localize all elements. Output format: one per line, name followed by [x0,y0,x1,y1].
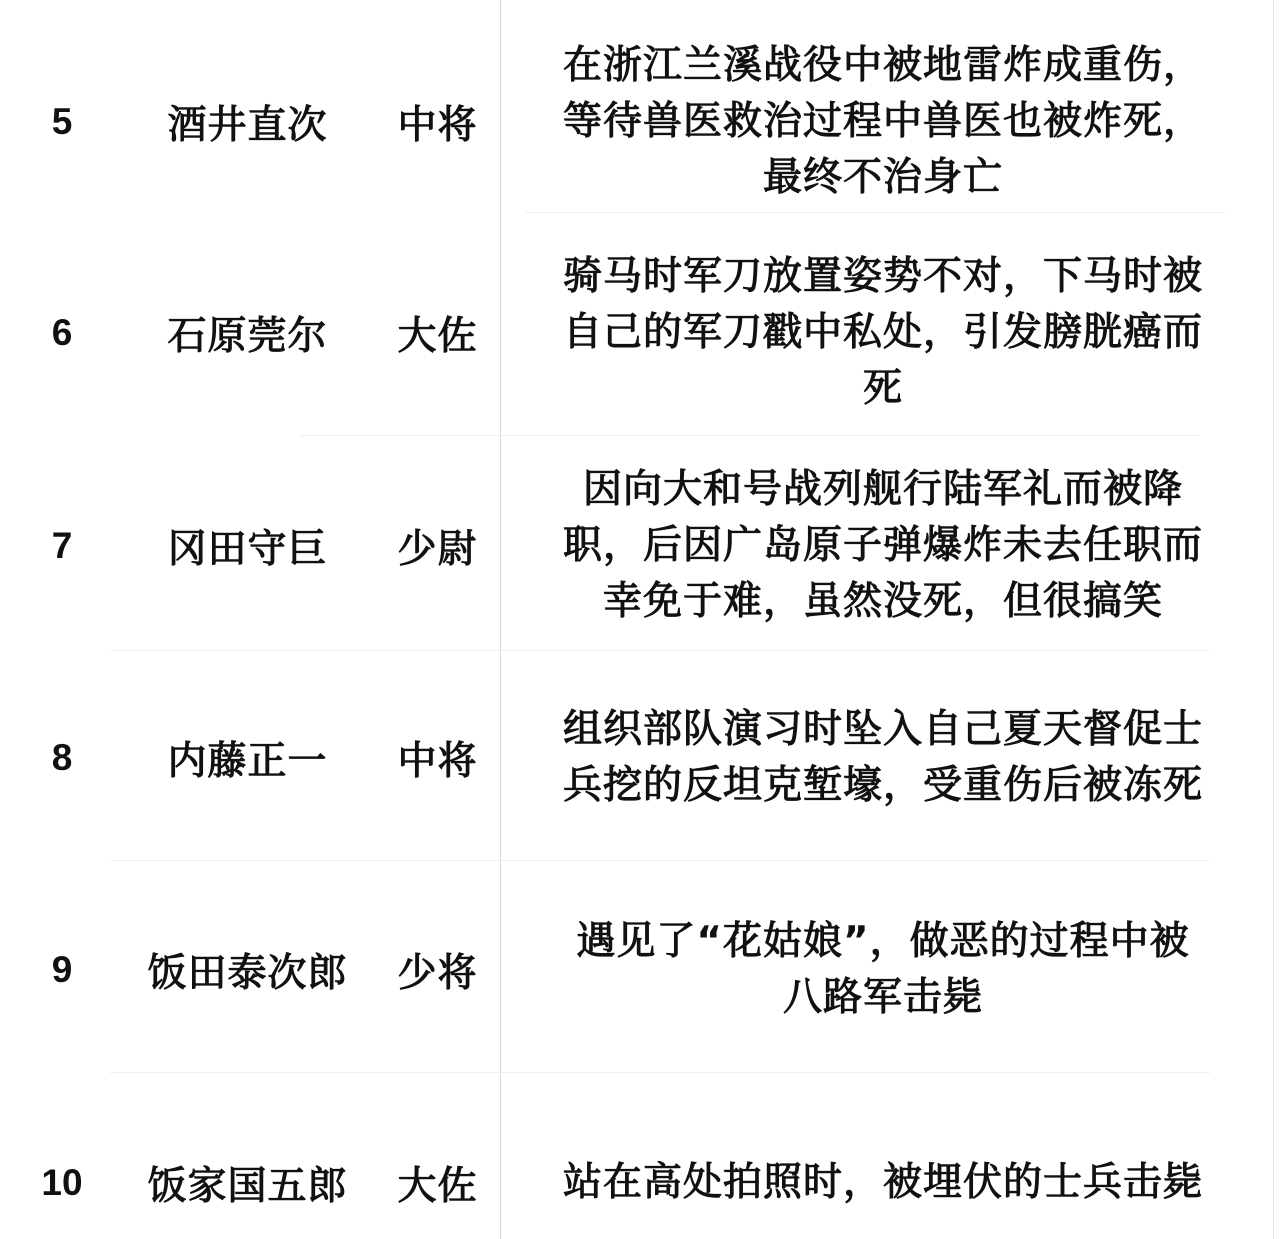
officer-name: 酒井直次 [167,102,328,148]
table-row [0,462,1280,632]
row-number: 9 [51,949,73,990]
row-separator [300,435,1200,436]
officer-rank: 少将 [397,951,478,996]
row-separator [110,650,1210,651]
officer-rank: 大佐 [397,313,478,359]
row-number: 8 [51,737,73,778]
table-row [0,40,1280,210]
officer-rank: 中将 [397,102,478,148]
officer-rank: 中将 [397,739,478,784]
death-description: 在浙江兰溪战役中被地雷炸成重伤， 等待兽医救治过程中兽医也被炸死， 最终不治身亡 [562,42,1203,200]
row-separator [110,1072,1210,1073]
death-description: 站在高处拍照时，被埋伏的士兵击毙 [562,1160,1203,1205]
officer-name: 内藤正一 [167,739,328,784]
row-number: 6 [51,311,73,353]
row-number: 5 [51,100,73,142]
table-row [0,1150,1280,1220]
table-row [0,700,1280,820]
death-description: 骑马时军刀放置姿势不对，下马时被 自己的军刀戳中私处，引发膀胱癌而 死 [562,253,1203,411]
death-description: 组织部队演习时坠入自己夏天督促士 兵挖的反坦克堑壕，受重伤后被冻死 [562,707,1203,808]
table-row [0,912,1280,1032]
death-description: 遇见了“花姑娘”，做恶的过程中被 八路军击毙 [576,919,1190,1020]
officer-name: 冈田守巨 [167,527,328,572]
officer-rank: 少尉 [397,527,478,572]
row-number: 7 [51,525,73,566]
death-description: 因向大和号战列舰行陆军礼而被降 职，后因广岛原子弹爆炸未去任职而 幸免于难，虽然没死，但很搞笑 [562,467,1203,624]
officer-rank: 大佐 [397,1164,478,1209]
officer-name: 石原莞尔 [167,313,328,359]
row-separator [525,212,1225,213]
officer-name: 饭田泰次郎 [147,951,348,996]
row-number: 10 [41,1162,83,1203]
officer-name: 饭家国五郎 [147,1164,348,1209]
table-row [0,250,1280,420]
row-separator [110,860,1210,861]
